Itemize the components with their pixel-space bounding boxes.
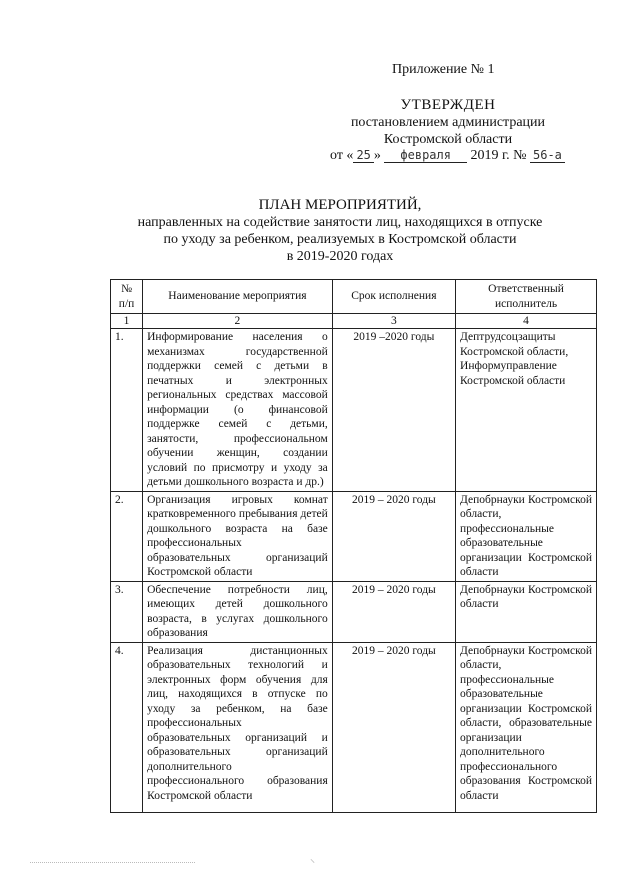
- table-row: [111, 642, 597, 812]
- scan-artifact-mark: ⸜: [310, 854, 315, 865]
- event-term: 2019 – 2020 годы: [332, 642, 455, 812]
- approval-block: [318, 97, 578, 148]
- approved-heading: УТВЕРЖДЕН: [400, 97, 496, 113]
- header-executor: Ответственный исполнитель: [456, 280, 597, 314]
- header-term: Срок исполнения: [332, 280, 455, 314]
- decree-day: 25: [353, 148, 373, 163]
- decree-date-line: [330, 148, 565, 164]
- header-name: Наименование мероприятия: [143, 280, 333, 314]
- event-executor: Дептрудсоцзащиты Костромской области, Информуправление Костромской области: [456, 329, 597, 492]
- date-mid: »: [373, 148, 381, 163]
- title-line-1: ПЛАН МЕРОПРИЯТИЙ,: [258, 197, 422, 213]
- event-name: Реализация дистанционных образовательных технологий и электронных форм обучения для лиц, находящихся в отпуске по уходу за ребенком, на базе профессиональных образовательных организаций и образовательных организаций дополнительного профессионального образования Костромской области: [143, 642, 333, 812]
- event-name: Организация игровых комнат кратковременного пребывания детей дошкольного возраста на базе профессиональных образовательных организаций Костромской области: [143, 491, 333, 581]
- scan-artifact-line: [30, 862, 195, 863]
- row-number: 2.: [111, 491, 143, 581]
- event-name: Обеспечение потребности лиц, имеющих детей дошкольного возраста, в услугах дошкольного образования: [143, 581, 333, 642]
- row-number: 4.: [111, 642, 143, 812]
- event-executor: Депобрнауки Костромской области, профессиональные образовательные организации Костромской области: [456, 491, 597, 581]
- event-term: 2019 – 2020 годы: [332, 581, 455, 642]
- column-number: 1: [111, 314, 143, 329]
- event-executor: Депобрнауки Костромской области, профессиональные образовательные организации Костромской области, образовательные организации дополнительного профессионального образования Костромской области: [456, 642, 597, 812]
- document-title: [60, 197, 620, 265]
- event-term: 2019 –2020 годы: [332, 329, 455, 492]
- decree-number: 56-а: [530, 148, 565, 163]
- plan-table: [110, 279, 597, 813]
- approval-line-1: постановлением администрации: [350, 115, 546, 130]
- event-term: 2019 – 2020 годы: [332, 491, 455, 581]
- title-line-4: в 2019-2020 годах: [286, 249, 394, 264]
- header-number: № п/п: [111, 280, 143, 314]
- table-row: [111, 329, 597, 492]
- table-header-row: [111, 280, 597, 314]
- table-row: [111, 491, 597, 581]
- appendix-label: Приложение № 1: [392, 62, 495, 77]
- title-line-3: по уходу за ребенком, реализуемых в Костромской области: [163, 232, 517, 247]
- column-number-row: [111, 314, 597, 329]
- title-line-2: направленных на содействие занятости лиц, находящихся в отпуске: [137, 215, 543, 230]
- table-row: [111, 581, 597, 642]
- decree-year: 2019 г. №: [470, 148, 527, 163]
- row-number: 3.: [111, 581, 143, 642]
- column-number: 4: [456, 314, 597, 329]
- event-name: Информирование населения о механизмах государственной поддержки семей с детьми в печатных и электронных региональных средствах массовой информации (о финансовой поддержке семей с детьми, занятости, профессиональном обучении женщин, создании условий по присмотру и уходу за детьми дошкольного возраста и др.): [143, 329, 333, 492]
- approval-line-2: Костромской области: [383, 132, 513, 147]
- event-executor: Депобрнауки Костромской области: [456, 581, 597, 642]
- column-number: 2: [143, 314, 333, 329]
- column-number: 3: [332, 314, 455, 329]
- date-prefix: от «: [330, 148, 354, 163]
- row-number: 1.: [111, 329, 143, 492]
- decree-month: февраля: [384, 148, 467, 163]
